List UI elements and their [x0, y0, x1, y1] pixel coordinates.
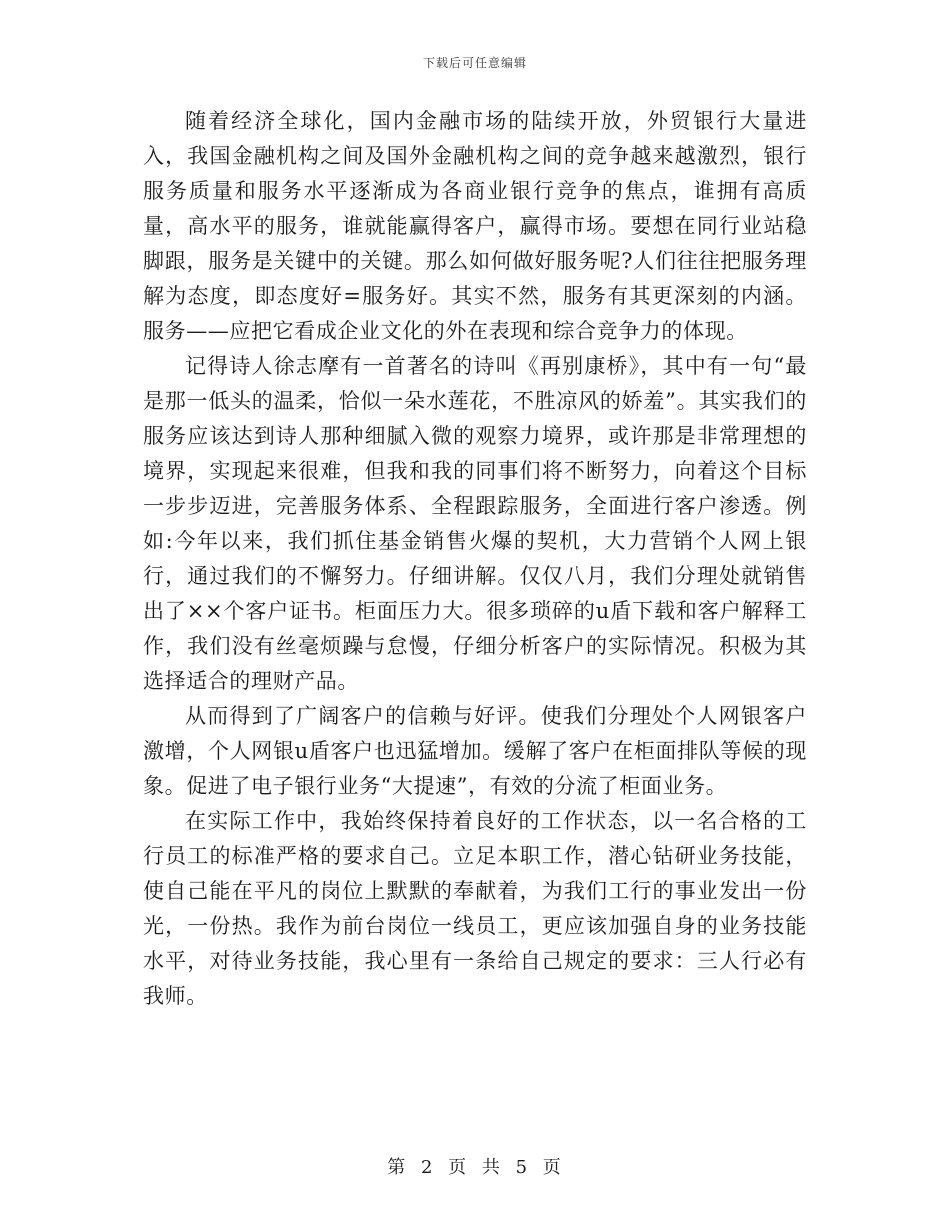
footer-prefix: 第	[387, 1157, 408, 1178]
paragraph-4: 在实际工作中，我始终保持着良好的工作状态，以一名合格的工行员工的标准严格的要求自己。立足本职工作，潜心钻研业务技能，使自己能在平凡的岗位上默默的奉献着，为我们工行的事业发出一份光，一份热。我作为前台岗位一线员工，更应该加强自身的业务技能水平，对待业务技能，我心里有一条给自己规定的要求：三人行必有我师。	[143, 809, 807, 1008]
page-footer	[0, 1153, 950, 1179]
paragraph-1: 随着经济全球化，国内金融市场的陆续开放，外贸银行大量进入，我国金融机构之间及国外金融机构之间的竞争越来越激烈，银行服务质量和服务水平逐渐成为各商业银行竞争的焦点，谁拥有高质量，高水平的服务，谁就能赢得客户，赢得市场。要想在同行业站稳脚跟，服务是关键中的关键。那么如何做好服务呢?人们往往把服务理解为态度，即态度好=服务好。其实不然，服务有其更深刻的内涵。服务——应把它看成企业文化的外在表现和综合竞争力的体现。	[143, 109, 807, 343]
paragraph-2: 记得诗人徐志摩有一首著名的诗叫《再别康桥》，其中有一句“最是那一低头的温柔，恰似一朵水莲花，不胜凉风的娇羞”。其实我们的服务应该达到诗人那种细腻入微的观察力境界，或许那是非常理想的境界，实现起来很难，但我和我的同事们将不断努力，向着这个目标一步步迈进，完善服务体系、全程跟踪服务，全面进行客户渗透。例如:今年以来，我们抓住基金销售火爆的契机，大力营销个人网上银行，通过我们的不懈努力。仔细讲解。仅仅八月，我们分理处就销售出了××个客户证书。柜面压力大。很多琐碎的u盾下载和客户解释工作，我们没有丝毫烦躁与怠慢，仔细分析客户的实际情况。积极为其选择适合的理财产品。	[143, 354, 807, 693]
paragraph-3: 从而得到了广阔客户的信赖与好评。使我们分理处个人网银客户激增，个人网银u盾客户也迅猛增加。缓解了客户在柜面排队等候的现象。促进了电子银行业务“大提速”，有效的分流了柜面业务。	[143, 704, 807, 798]
header-note: 下载后可任意编辑	[422, 56, 527, 70]
document-body	[143, 104, 807, 1014]
footer-current-page: 2	[420, 1157, 435, 1178]
footer-total-word: 共	[481, 1157, 502, 1178]
footer-total-pages: 5	[515, 1157, 530, 1178]
footer-page-word: 页	[448, 1157, 469, 1178]
footer-suffix: 页	[542, 1157, 563, 1178]
